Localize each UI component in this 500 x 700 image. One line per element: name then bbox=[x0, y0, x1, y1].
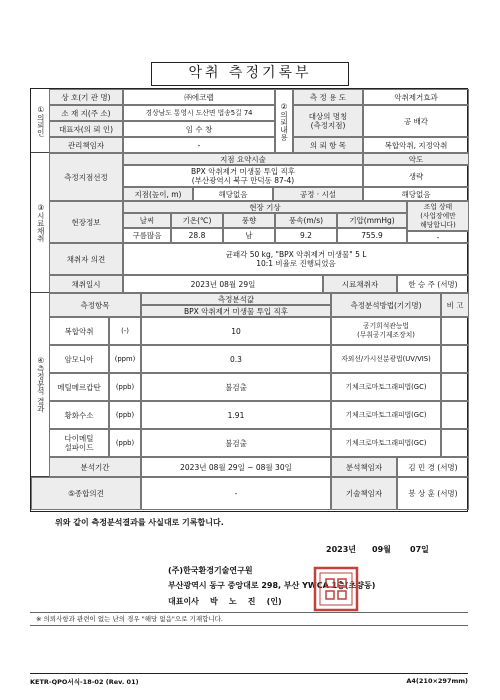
height-value: 해당없음 bbox=[193, 187, 273, 201]
weather-wind-speed-value: 9.2 bbox=[275, 228, 337, 243]
result-item-name: 복합악취 bbox=[49, 317, 109, 345]
col-item-header: 측정항목 bbox=[49, 293, 141, 317]
result-item-value: 10 bbox=[141, 317, 331, 345]
org-representative: 대표이사 박 노 진 (인) bbox=[168, 597, 282, 606]
org-address: 부산광역시 동구 중앙대로 298, 부산 YWCA 1층(초량동) bbox=[168, 581, 376, 590]
client-address-value: 경상남도 통영시 도산면 법송5길 74 bbox=[123, 105, 275, 121]
client-rep-value: 임 수 창 bbox=[123, 121, 275, 137]
weather-temp-value: 28.8 bbox=[171, 228, 223, 243]
result-item-note bbox=[441, 429, 469, 457]
sampling-date-value: 2023년 08월 29일 bbox=[123, 275, 323, 293]
section4-label: ④측정분석 결과 bbox=[31, 293, 50, 476]
condition-value: - bbox=[407, 231, 469, 243]
result-item-method: 공기희석관능법 (무취공기제조장치) bbox=[331, 317, 441, 345]
footnote: ※ 의뢰사항과 관련이 없는 난의 경우 "해당 없음"으로 기재합니다. bbox=[30, 612, 468, 626]
analysis-period-label: 분석기간 bbox=[49, 457, 141, 477]
measurement-form bbox=[30, 88, 468, 512]
result-item-note bbox=[441, 317, 469, 345]
footer-bar bbox=[30, 673, 468, 686]
issue-day: 07일 bbox=[410, 545, 429, 554]
weather-header: 현장 기상 bbox=[123, 201, 407, 213]
paper-size: A4(210×297mm) bbox=[406, 677, 468, 685]
weather-col-wind-speed: 풍속(m/s) bbox=[275, 213, 337, 228]
section-client-request bbox=[31, 89, 469, 153]
result-item-value: 불검출 bbox=[141, 373, 331, 401]
client-name-value: ㈜에코랩 bbox=[123, 89, 275, 105]
site-summary-header: 지점 요약시술 bbox=[123, 153, 363, 165]
result-item-unit: (ppb) bbox=[109, 401, 141, 429]
items-label: 의 뢰 항 목 bbox=[293, 137, 363, 153]
section2-label: ②의뢰내용 bbox=[275, 89, 293, 153]
site-selection-label: 측정지점선정 bbox=[49, 153, 123, 201]
weather-col-wind-dir: 풍향 bbox=[223, 213, 275, 228]
height-label: 지점(높이, m) bbox=[123, 187, 193, 201]
result-item-name: 다이메틸 설파이드 bbox=[49, 429, 109, 457]
analyst-label: 분석책임자 bbox=[331, 457, 397, 477]
process-value: 해당없음 bbox=[363, 187, 469, 201]
result-item-method: 기체크로마토그래피법(GC) bbox=[331, 401, 441, 429]
result-item-value: 0.3 bbox=[141, 345, 331, 373]
result-item-unit: (-) bbox=[109, 317, 141, 345]
purpose-label: 측 정 용 도 bbox=[293, 89, 363, 105]
result-item-name: 황화수소 bbox=[49, 401, 109, 429]
sampler-opinion-value: 균패각 50 kg, "BPX 악취제거 미생물" 5 L 10:1 비율로 진행되었음 bbox=[123, 243, 469, 275]
manager-label: 관리책임자 bbox=[49, 137, 123, 153]
sampler-value: 한 승 주 (서명) bbox=[397, 275, 469, 293]
weather-sky-value: 구름많음 bbox=[123, 228, 171, 243]
result-item-value: 1.91 bbox=[141, 401, 331, 429]
result-item-note bbox=[441, 401, 469, 429]
analyst-value: 김 민 경 (서명) bbox=[397, 457, 469, 477]
col-note-header: 비 고 bbox=[441, 293, 469, 317]
weather-pressure-value: 755.9 bbox=[337, 228, 407, 243]
section-sampling bbox=[31, 153, 469, 293]
result-item-name: 암모니아 bbox=[49, 345, 109, 373]
tech-manager-value: 봉 상 훈 (서명) bbox=[397, 477, 469, 510]
section-results bbox=[31, 293, 469, 477]
issue-month: 09월 bbox=[372, 545, 391, 554]
result-item-unit: (ppb) bbox=[109, 429, 141, 457]
result-item-unit: (ppm) bbox=[109, 345, 141, 373]
site-map-header: 악도 bbox=[363, 153, 469, 165]
analysis-period-value: 2023년 08월 29일 ~ 08월 30일 bbox=[141, 457, 331, 477]
site-summary-value: BPX 악취제거 미생물 투입 직후 (부산광역시 북구 만덕동 87-4) bbox=[123, 165, 363, 187]
sampler-label: 시료채취자 bbox=[323, 275, 397, 293]
sampler-opinion-label: 채취자 의견 bbox=[49, 243, 123, 275]
result-item-method: 기체크로마토그래피법(GC) bbox=[331, 373, 441, 401]
site-map-value: 생략 bbox=[363, 165, 469, 187]
sampling-date-label: 채취일시 bbox=[49, 275, 123, 293]
weather-col-pressure: 기압(mmHg) bbox=[337, 213, 407, 228]
weather-col-sky: 날씨 bbox=[123, 213, 171, 228]
document-title: 악취 측정기록부 bbox=[151, 62, 349, 86]
process-label: 공정 · 시설 bbox=[273, 187, 363, 201]
col-result-header: 측정분석값 bbox=[141, 293, 331, 305]
result-item-name: 메틸메르캅탄 bbox=[49, 373, 109, 401]
form-code: KETR-QPO서식-18-02 (Rev. 01) bbox=[30, 678, 139, 686]
client-rep-label: 대표자(의 뢰 인) bbox=[49, 121, 123, 137]
weather-wind-dir-value: 남 bbox=[223, 228, 275, 243]
client-name-label: 상 호(기 관 명) bbox=[49, 89, 123, 105]
result-item-unit: (ppb) bbox=[109, 373, 141, 401]
section1-label: ①의뢰인 bbox=[31, 89, 50, 152]
opinion-value: - bbox=[141, 477, 331, 510]
col-method-header: 측정분석방법(기기명) bbox=[331, 293, 441, 317]
result-item-value: 불검출 bbox=[141, 429, 331, 457]
issue-year: 2023년 bbox=[326, 545, 356, 554]
result-item-method: 기체크로마토그래피법(GC) bbox=[331, 429, 441, 457]
result-item-note bbox=[441, 373, 469, 401]
manager-value: - bbox=[123, 137, 275, 153]
target-value: 공 배각 bbox=[363, 105, 469, 137]
tech-manager-label: 기술책임자 bbox=[331, 477, 397, 510]
org-name: (주)한국환경기술연구원 bbox=[168, 566, 253, 575]
condition-label: 조업 상태 (사업장에만 해당합니다) bbox=[407, 201, 469, 231]
section3-label: ③시료채취 bbox=[31, 153, 50, 292]
col-result-subheader: BPX 악취제거 미생물 투입 직후 bbox=[141, 305, 331, 317]
weather-col-temp: 기온(℃) bbox=[171, 213, 223, 228]
section-opinion bbox=[31, 477, 469, 510]
purpose-value: 악취제거효과 bbox=[363, 89, 469, 105]
result-item-method: 자외선/가시선분광법(UV/VIS) bbox=[331, 345, 441, 373]
official-seal bbox=[312, 565, 360, 613]
statement-text: 위와 같이 측정분석결과를 사실대로 기록합니다. bbox=[55, 518, 224, 527]
result-item-note bbox=[441, 345, 469, 373]
client-address-label: 소 재 지(주 소) bbox=[49, 105, 123, 121]
items-value: 복합악취, 지정악취 bbox=[363, 137, 469, 153]
field-info-label: 현장정보 bbox=[49, 201, 123, 243]
section5-label: ⑤종합의견 bbox=[31, 477, 141, 510]
target-label: 대상의 명칭 (측정지점) bbox=[293, 105, 363, 137]
